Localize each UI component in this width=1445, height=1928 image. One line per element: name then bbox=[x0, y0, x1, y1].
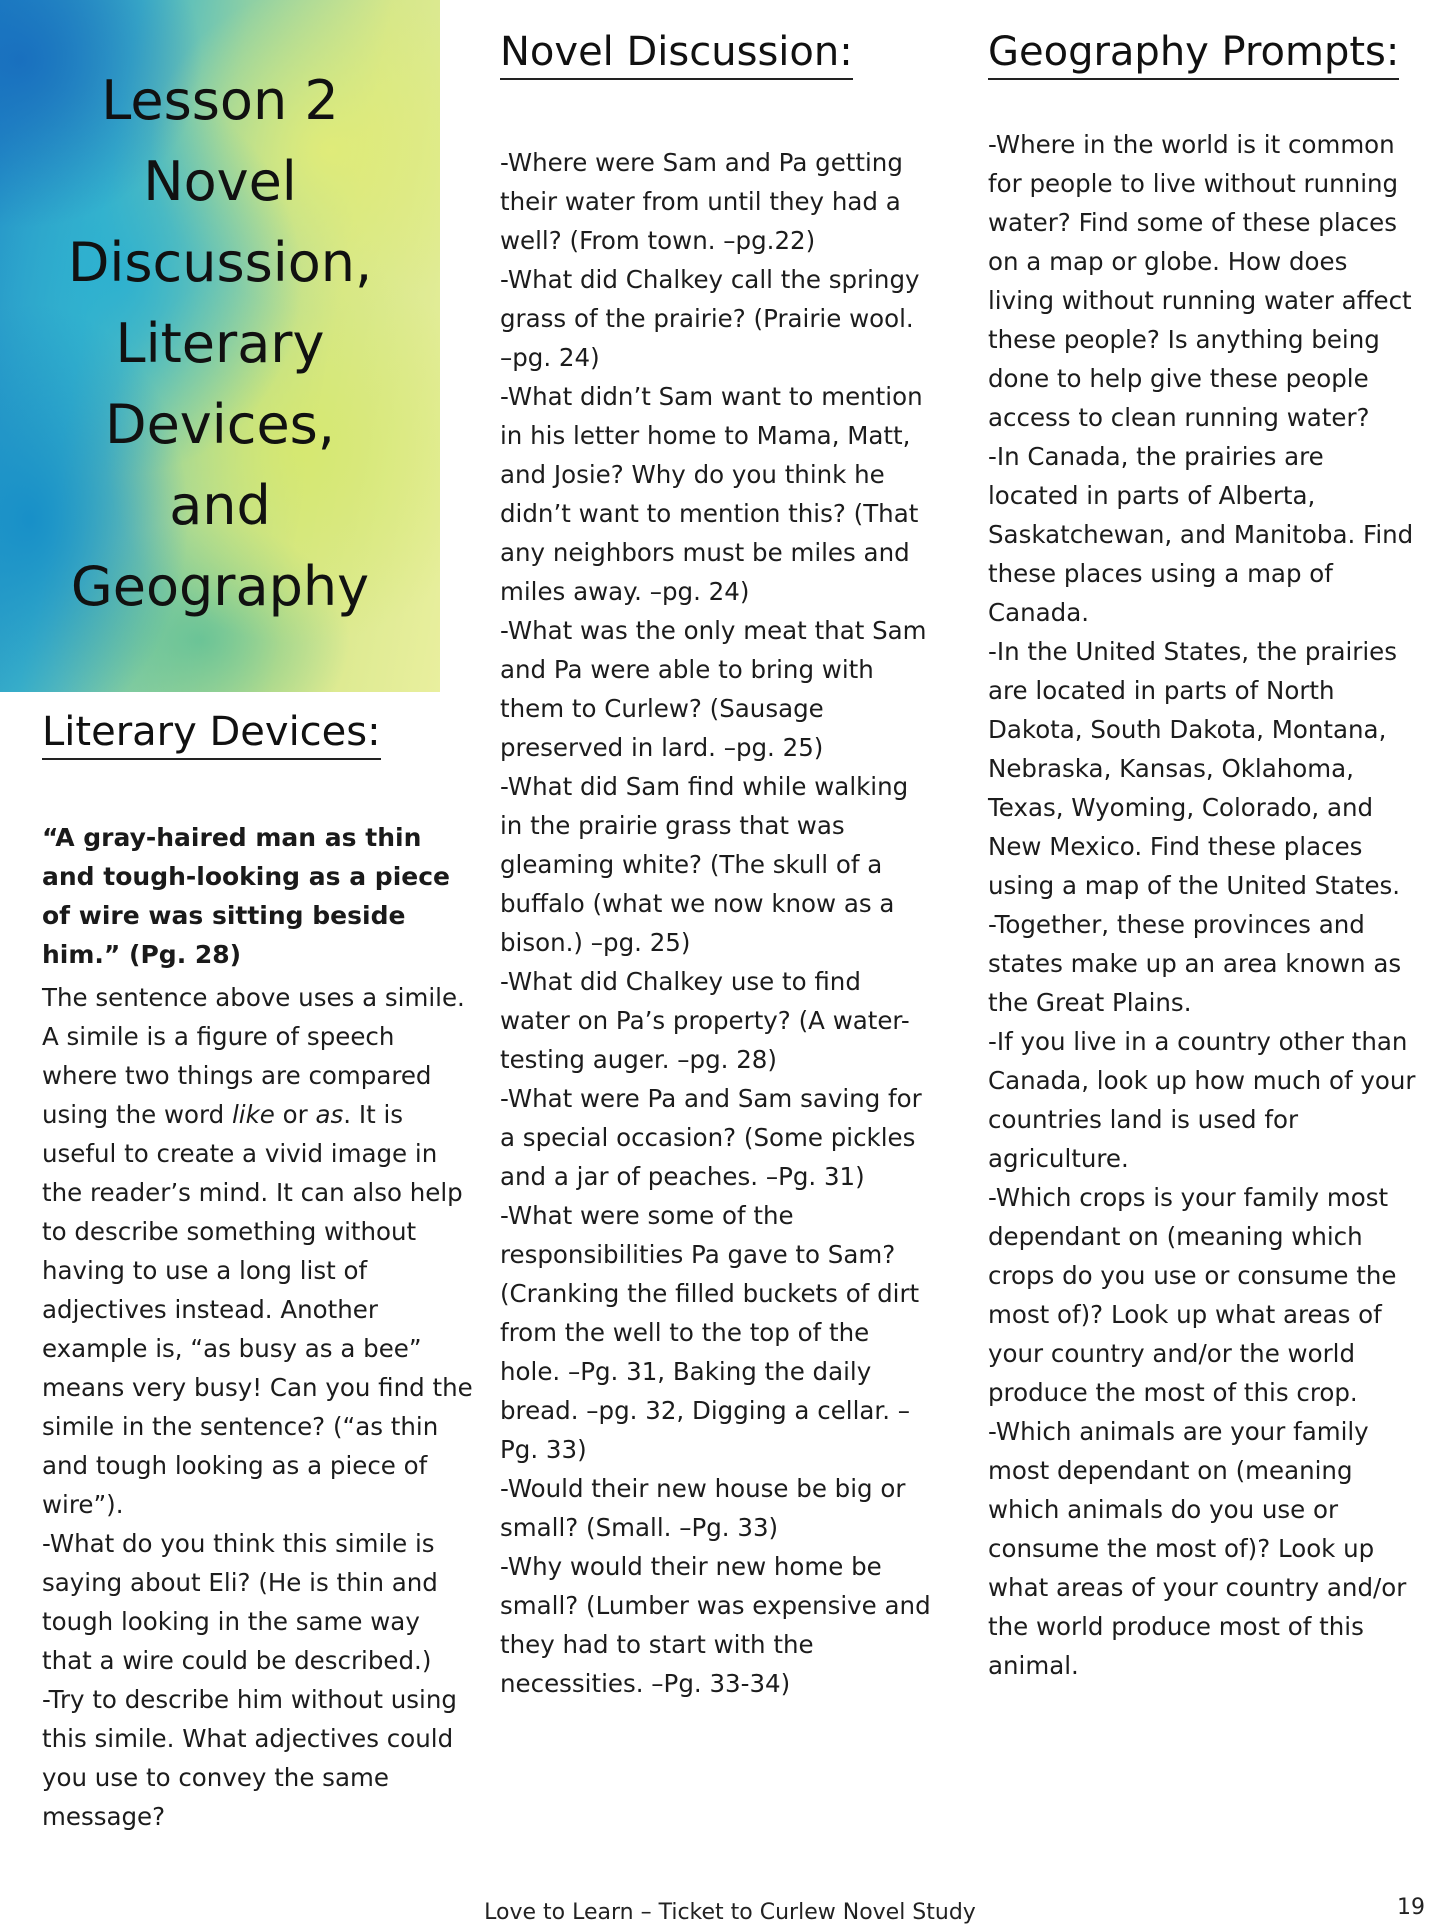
page-number: 19 bbox=[1397, 1895, 1425, 1920]
footer-text: Love to Learn – Ticket to Curlew Novel Study bbox=[484, 1900, 976, 1925]
word-or: or bbox=[274, 1100, 316, 1129]
geography-prompt: -Together, these provinces and states make up an area known as the Great Plains. bbox=[988, 910, 1402, 1017]
discussion-question: -What did Chalkey use to find water on Pa’s property? (A water-testing auger. –pg. 28) bbox=[500, 967, 910, 1074]
discussion-question: -Would their new house be big or small? (Small. –Pg. 33) bbox=[500, 1474, 906, 1542]
geography-prompt: -In the United States, the prairies are located in parts of North Dakota, South Dakota, Montana, Nebraska, Kansas, Oklahoma, Texas, Wyoming, Colorado, and New Mexico. Find these places using a map of the United States. bbox=[988, 637, 1401, 900]
discussion-question: -What were some of the responsibilities Pa gave to Sam? (Cranking the filled buckets of dirt from the well to the top of the hole. –Pg. 31, Baking the daily bread. –pg. 32, Digging a cellar. –Pg. 33) bbox=[500, 1201, 920, 1464]
geography-prompt: -Where in the world is it common for people to live without running water? Find some of these places on a map or globe. How does living without running water affect these people? Is anything being done to help give these people access to clean running water? bbox=[988, 130, 1412, 432]
explanation-start: The sentence above uses a simile. A simile is a figure of speech where two things are compared using the word bbox=[42, 983, 465, 1129]
literary-devices-text bbox=[42, 978, 474, 1836]
simile-question: -Try to describe him without using this simile. What adjectives could you use to convey the same message? bbox=[42, 1685, 457, 1831]
explanation-end: . It is useful to create a vivid image in the reader’s mind. It can also help to describe something without having to use a long list of adjectives instead. Another example is, “as busy as a bee” means very busy! Can you find the simile in the sentence? (“as thin and tough looking as a piece of wire”). bbox=[42, 1100, 473, 1519]
geography-prompt: -In Canada, the prairies are located in parts of Alberta, Saskatchewan, and Manitoba. Find these places using a map of Canada. bbox=[988, 442, 1414, 627]
geography-prompts-list bbox=[988, 125, 1418, 1685]
word-as: as bbox=[315, 1100, 344, 1129]
simile-quote: “A gray-haired man as thin and tough-looking as a piece of wire was sitting beside him.” (Pg. 28) bbox=[42, 823, 450, 969]
lesson-title-text: Lesson 2 Novel Discussion, Literary Devices, and Geography bbox=[67, 69, 373, 618]
discussion-question: -Why would their new home be small? (Lumber was expensive and they had to start with the necessities. –Pg. 33-34) bbox=[500, 1552, 931, 1698]
novel-discussion-questions bbox=[500, 143, 932, 1703]
novel-discussion-heading: Novel Discussion: bbox=[500, 28, 853, 80]
geography-prompt: -If you live in a country other than Canada, look up how much of your countries land is used for agriculture. bbox=[988, 1027, 1416, 1173]
discussion-question: -What did Sam find while walking in the prairie grass that was gleaming white? (The skull of a buffalo (what we now know as a bison.) –pg. 25) bbox=[500, 772, 909, 957]
lesson-title bbox=[0, 60, 440, 627]
geography-prompt: -Which animals are your family most dependant on (meaning which animals do you use or consume the most of)? Look up what areas of your country and/or the world produce most of this animal. bbox=[988, 1417, 1407, 1680]
discussion-question: -Where were Sam and Pa getting their water from until they had a well? (From town. –pg.22) bbox=[500, 148, 903, 255]
simile-explanation bbox=[42, 978, 474, 1524]
geography-prompts-heading: Geography Prompts: bbox=[988, 28, 1399, 80]
word-like: like bbox=[231, 1100, 275, 1129]
discussion-question: -What were Pa and Sam saving for a special occasion? (Some pickles and a jar of peaches. –Pg. 31) bbox=[500, 1084, 922, 1191]
discussion-question: -What did Chalkey call the springy grass of the prairie? (Prairie wool. –pg. 24) bbox=[500, 265, 920, 372]
geography-prompt: -Which crops is your family most dependant on (meaning which crops do you use or consume the most of)? Look up what areas of your country and/or the world produce the most of this crop. bbox=[988, 1183, 1397, 1407]
simile-question: -What do you think this simile is saying about Eli? (He is thin and tough looking in the same way that a wire could be described.) bbox=[42, 1529, 438, 1675]
literary-devices-heading: Literary Devices: bbox=[42, 708, 381, 760]
discussion-question: -What was the only meat that Sam and Pa were able to bring with them to Curlew? (Sausage preserved in lard. –pg. 25) bbox=[500, 616, 927, 762]
watercolor-banner bbox=[0, 0, 440, 692]
discussion-question: -What didn’t Sam want to mention in his letter home to Mama, Matt, and Josie? Why do you think he didn’t want to mention this? (That any neighbors must be miles and miles away. –pg. 24) bbox=[500, 382, 923, 606]
